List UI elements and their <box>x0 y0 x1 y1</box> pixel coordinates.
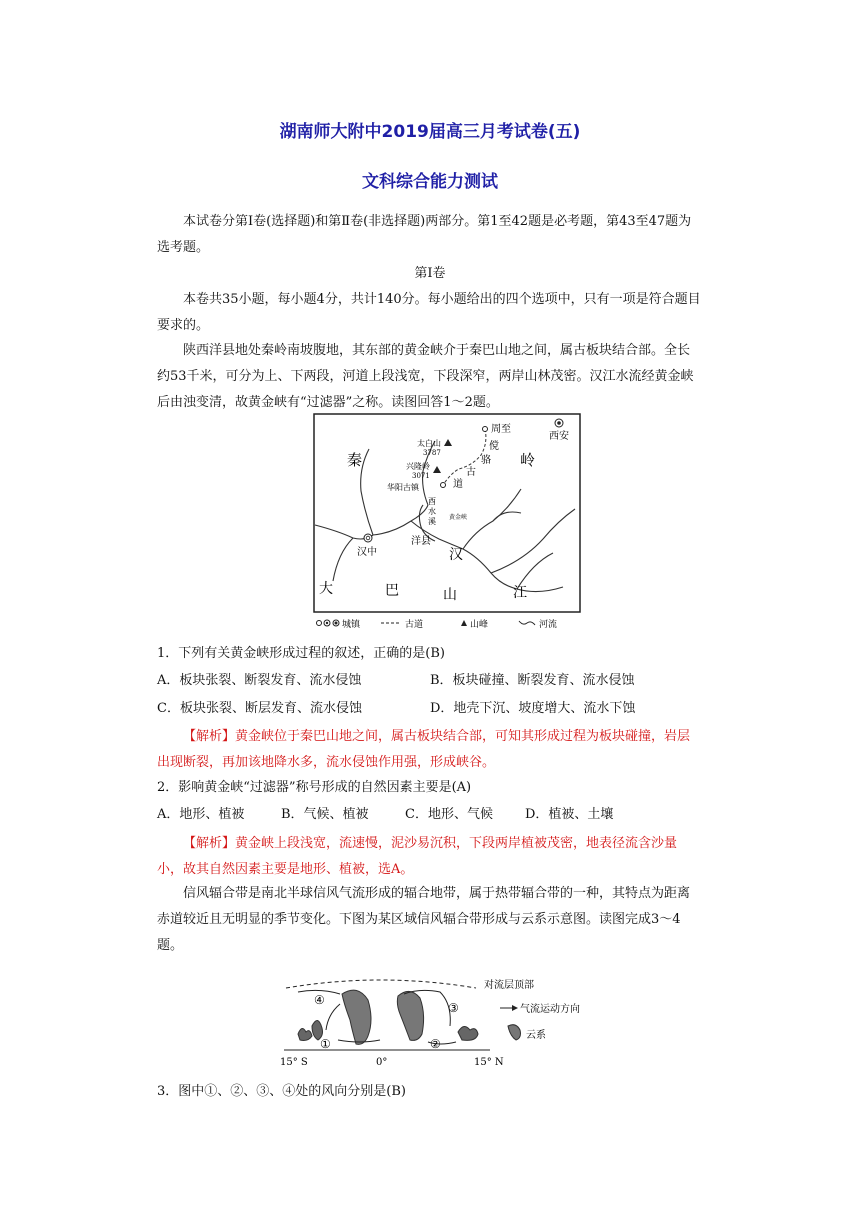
passage-1: 陕西洋县地处秦岭南坡腹地，其东部的黄金峡介于秦巴山地之间，属古板块结合部。全长约53千米，可分为上、下两段，河道上段浅宽，下段深窄，两岸山林茂密。汉江水流经黄金峡后由浊变清，故黄金峡有“过滤器”之称。读图回答1～2题。 <box>157 343 694 410</box>
tick-0: 0° <box>376 1057 388 1068</box>
question-2-option-b: B．气候、植被 <box>281 807 369 822</box>
label-xian: 西安 <box>549 431 569 442</box>
map-figure <box>313 413 581 631</box>
question-2-option-d: D．植被、土壤 <box>525 807 614 822</box>
label-shan: 山 <box>443 587 457 603</box>
marker-1: ① <box>320 1037 331 1051</box>
question-2-option-c: C．地形、气候 <box>405 807 493 822</box>
diagram-flow-label: 气流运动方向 <box>520 1004 580 1015</box>
label-yangxian: 洋县 <box>411 536 431 547</box>
section-label: 第Ⅰ卷 <box>414 266 446 281</box>
page-title: 湖南师大附中2019届高三月考试卷(五) <box>279 122 581 142</box>
marker-4: ④ <box>314 993 325 1007</box>
label-tang2: 骆 <box>481 455 491 466</box>
label-gu: 古 <box>466 467 476 478</box>
intro-text: 本试卷分第Ⅰ卷(选择题)和第Ⅱ卷(非选择题)两部分。第1至42题是必考题，第43至47题为选考题。 <box>157 214 692 255</box>
legend-peak: 山峰 <box>470 620 489 630</box>
question-1-options-row-2 <box>157 696 702 722</box>
map-legend <box>317 618 558 630</box>
cloud-left-icon <box>342 990 371 1044</box>
question-2-options <box>157 802 702 828</box>
tick-15n: 15° N <box>474 1057 504 1068</box>
label-ling: 岭 <box>520 451 536 469</box>
legend-road: 古道 <box>405 620 424 630</box>
legend-river: 河流 <box>539 620 558 630</box>
label-xi2: 溪 <box>428 517 436 526</box>
label-shui: 水 <box>428 507 436 516</box>
question-1-analysis: 【解析】黄金峡位于秦巴山地之间，属古板块结合部，可知其形成过程为板块碰撞，岩层出现断裂，再加该地降水多，流水侵蚀作用强，形成峡谷。 <box>157 729 691 770</box>
question-1-option-a: A．板块张裂、断裂发育、流水侵蚀 <box>157 673 362 688</box>
marker-2: ② <box>430 1037 441 1051</box>
cloud-right-icon <box>397 991 423 1040</box>
tick-15s: 15° S <box>280 1057 308 1068</box>
passage-2: 信风辐合带是南北半球信风气流形成的辐合地带，属于热带辐合带的一种，其特点为距离赤道较近且无明显的季节变化。下图为某区域信风辐合带形成与云系示意图。读图完成3～4题。 <box>157 886 691 953</box>
cloud-legend-icon <box>508 1025 521 1040</box>
itcz-diagram <box>280 974 600 1070</box>
label-xi: 酉 <box>428 497 436 506</box>
label-huayang: 华阳古镇 <box>387 483 419 492</box>
question-1-option-c: C．板块张裂、断层发育、流水侵蚀 <box>157 701 362 716</box>
label-da: 大 <box>319 581 333 597</box>
legend-town: 城镇 <box>342 620 361 630</box>
label-huangjinxia: 黄金峡 <box>449 514 468 521</box>
label-qin: 秦 <box>347 451 363 469</box>
page-subtitle: 文科综合能力测试 <box>362 172 498 192</box>
label-taibai-height: 3787 <box>423 449 441 457</box>
label-tang1: 傥 <box>489 441 499 452</box>
question-2-option-a: A．地形、植被 <box>157 807 245 822</box>
question-2-analysis: 【解析】黄金峡上段浅宽，流速慢，泥沙易沉积，下段两岸植被茂密，地表径流含沙量小，故其自然因素主要是地形、植被，选A。 <box>157 836 678 877</box>
diagram-top-label: 对流层顶部 <box>484 980 534 991</box>
question-1-options-row-1 <box>157 668 702 694</box>
label-taibai: 太白山 <box>417 439 441 448</box>
label-xinglong-height: 3071 <box>412 472 430 480</box>
label-hanzhong: 汉中 <box>357 547 377 558</box>
zhouzhi-town-icon <box>483 427 488 432</box>
huayang-town-icon <box>441 483 446 488</box>
label-xinglong: 兴隆岭 <box>406 462 430 471</box>
label-jiang: 江 <box>513 585 527 601</box>
diagram-cloud-label: 云系 <box>526 1030 546 1041</box>
question-1-option-b: B．板块碰撞、断裂发育、流水侵蚀 <box>430 673 635 688</box>
label-ba: 巴 <box>385 583 399 599</box>
question-2-stem: 2．影响黄金峡“过滤器”称号形成的自然因素主要是(A) <box>157 780 472 795</box>
marker-3: ③ <box>448 1001 459 1015</box>
section-description: 本卷共35小题，每小题4分，共计140分。每小题给出的四个选项中，只有一项是符合题目要求的。 <box>157 292 701 333</box>
label-zhouzhi: 周至 <box>491 424 511 435</box>
label-dao: 道 <box>453 479 463 490</box>
label-han: 汉 <box>449 547 463 563</box>
question-1-stem: 1．下列有关黄金峡形成过程的叙述，正确的是(B) <box>157 646 445 661</box>
question-3-stem: 3．图中①、②、③、④处的风向分别是(B) <box>157 1084 406 1099</box>
question-1-option-d: D．地壳下沉、坡度增大、流水下蚀 <box>430 701 636 716</box>
